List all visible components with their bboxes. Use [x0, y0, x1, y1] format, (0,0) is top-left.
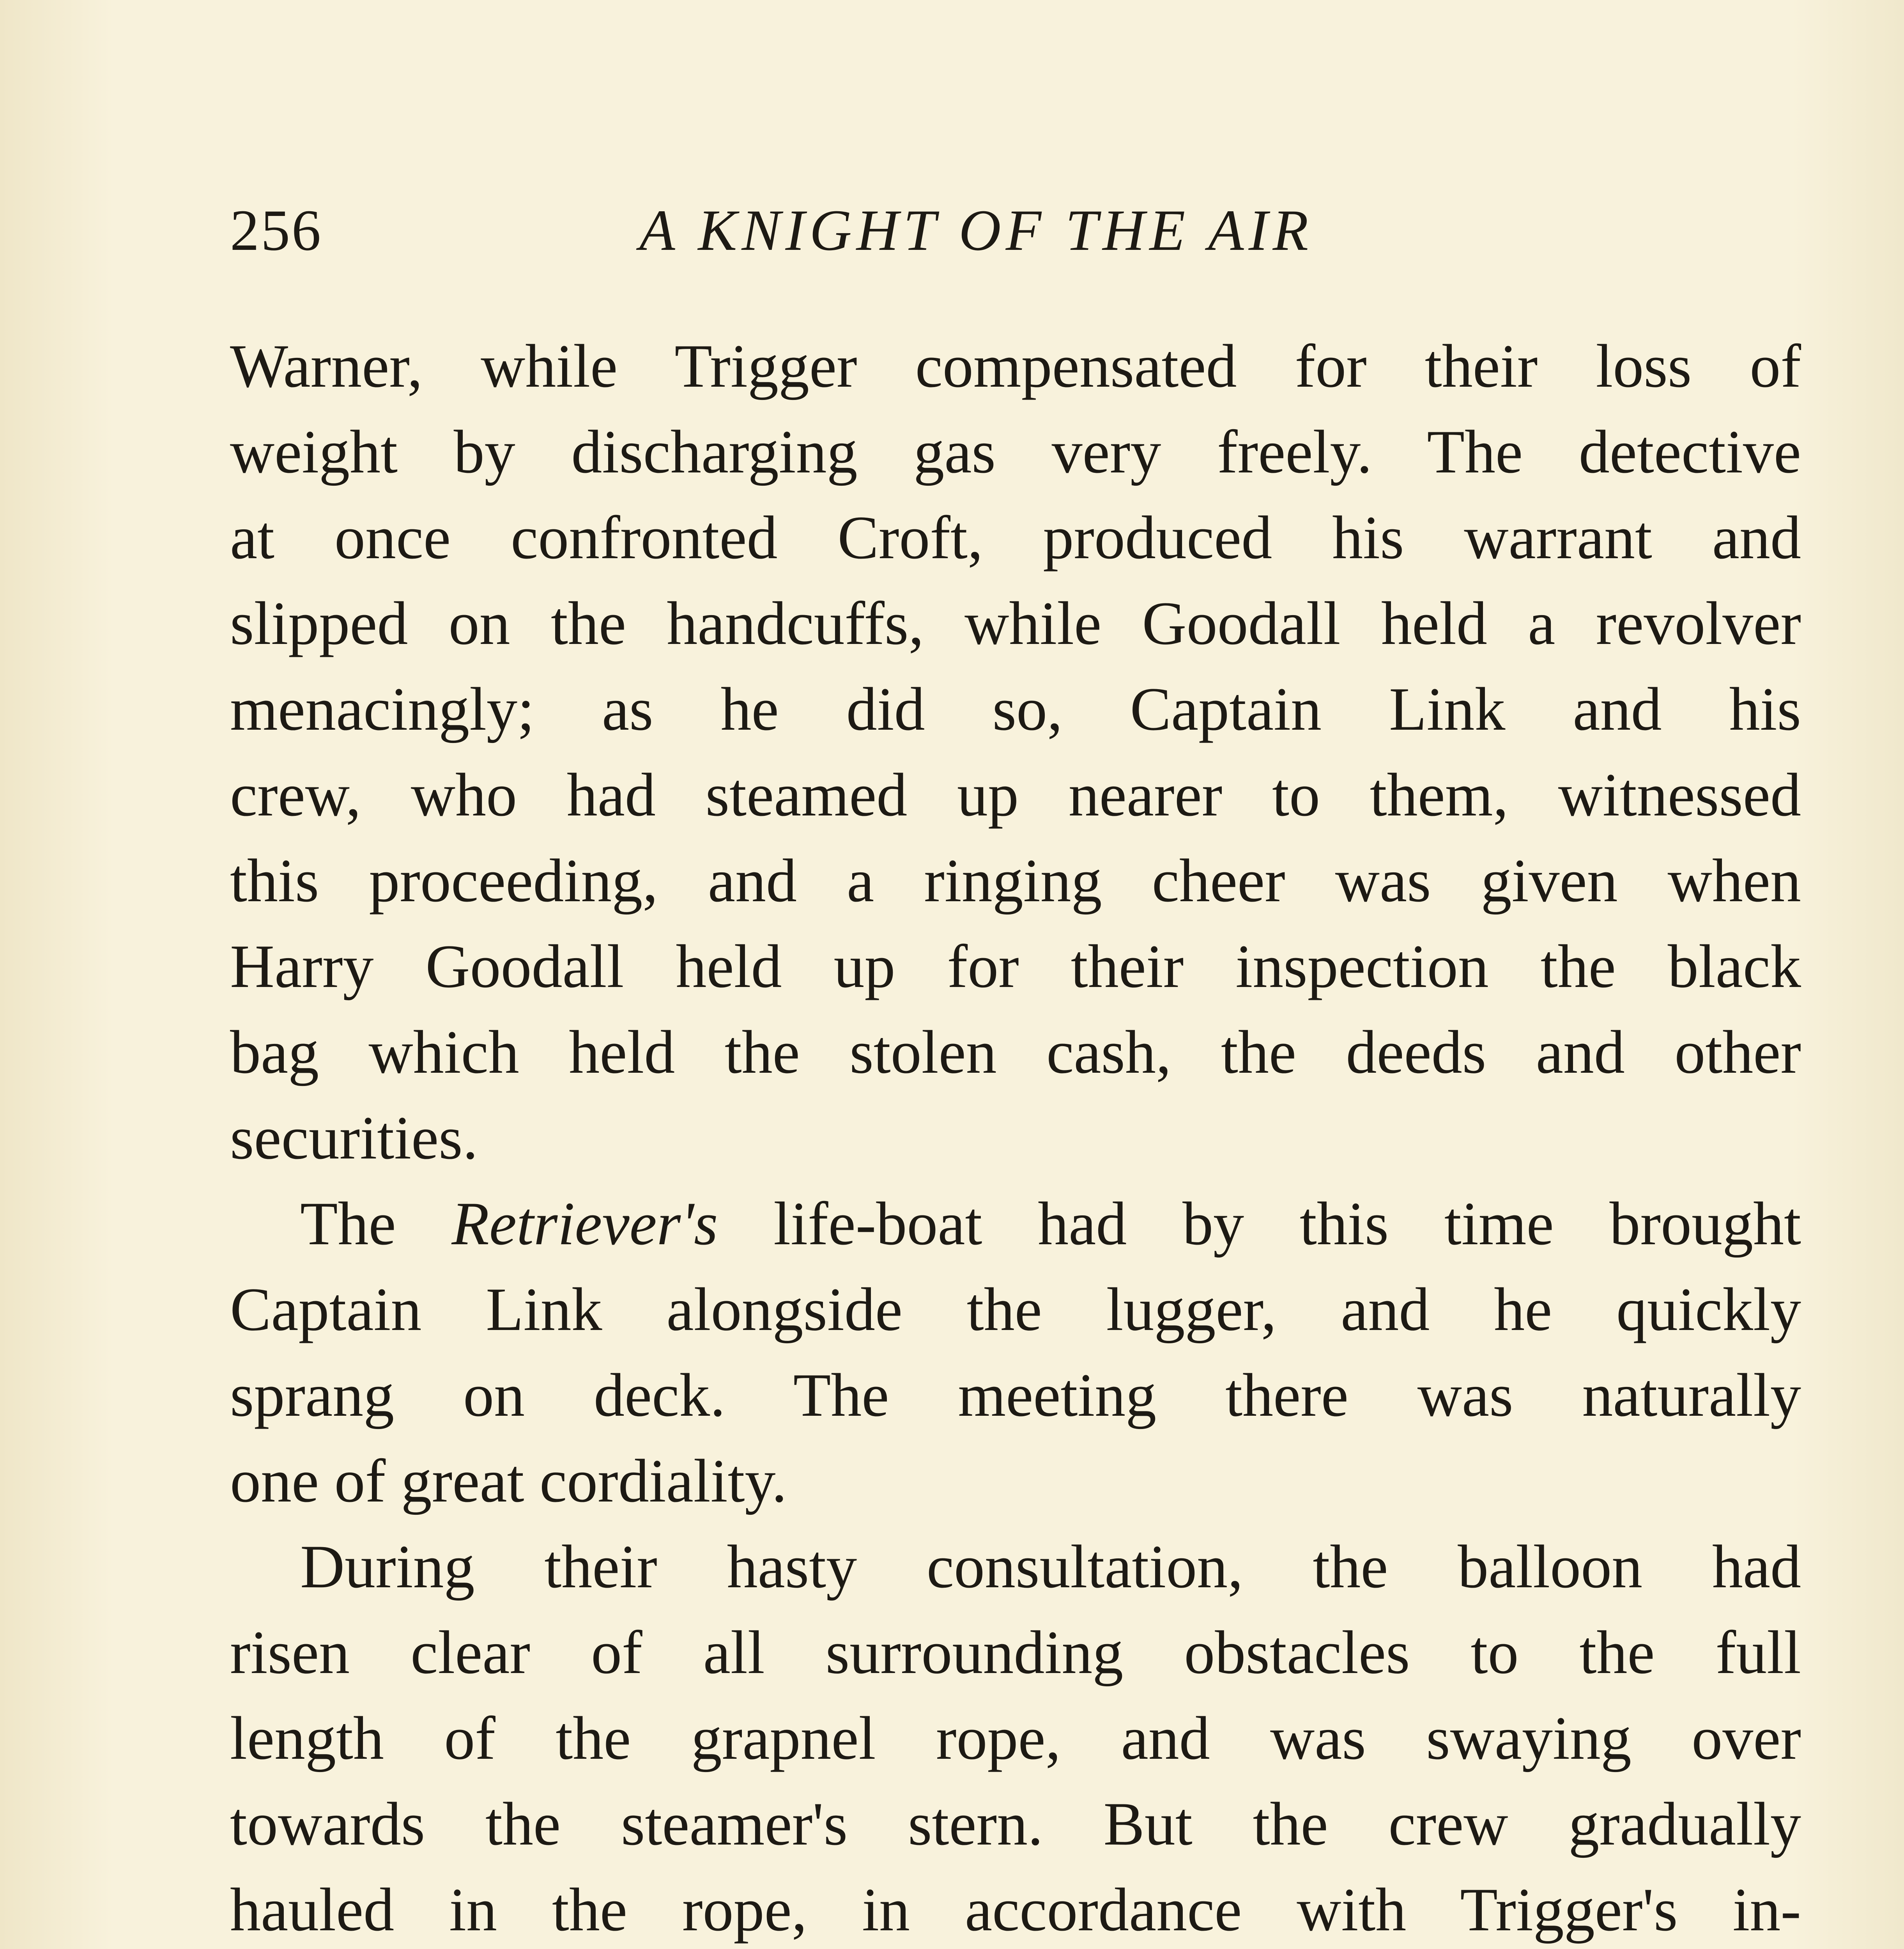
text-segment: life-boat had by this time brought: [718, 1190, 1801, 1258]
text-line: [230, 1181, 1801, 1267]
text-line: sprang on deck. The meeting there was naturally: [230, 1361, 1801, 1429]
text-line: weight by discharging gas very freely. The detective: [230, 418, 1801, 486]
running-head: A KNIGHT OF THE AIR: [639, 198, 1313, 263]
text-line: hauled in the rope, in accordance with Trigger's in-: [230, 1876, 1801, 1944]
text-line: length of the grapnel rope, and was swaying over: [230, 1704, 1801, 1772]
text-line: towards the steamer's stern. But the crew gradually: [230, 1790, 1801, 1858]
text-line: risen clear of all surrounding obstacles to the full: [230, 1618, 1801, 1687]
text-line: securities.: [230, 1104, 478, 1172]
text-line: Captain Link alongside the lugger, and he quickly: [230, 1275, 1801, 1344]
page-number: 256: [230, 198, 322, 263]
ship-name: Retriever's: [451, 1190, 718, 1258]
text-line: bag which held the stolen cash, the deeds and other: [230, 1018, 1801, 1086]
text-line: Warner, while Trigger compensated for their loss of: [230, 332, 1801, 400]
text-line: this proceeding, and a ringing cheer was given when: [230, 847, 1801, 915]
text-line: Harry Goodall held up for their inspection the black: [230, 932, 1801, 1001]
body-text: [230, 324, 1801, 1949]
text-line: slipped on the handcuffs, while Goodall held a revolver: [230, 589, 1801, 658]
text-line: at once confronted Croft, produced his warrant and: [230, 504, 1801, 572]
text-line: menacingly; as he did so, Captain Link and his: [230, 675, 1801, 743]
text-segment: The: [300, 1190, 452, 1258]
text-line: crew, who had steamed up nearer to them, witnessed: [230, 761, 1801, 829]
page-header: [230, 197, 1801, 275]
text-line: one of great cordiality.: [230, 1447, 787, 1515]
text-line: During their hasty consultation, the balloon had: [300, 1533, 1801, 1601]
